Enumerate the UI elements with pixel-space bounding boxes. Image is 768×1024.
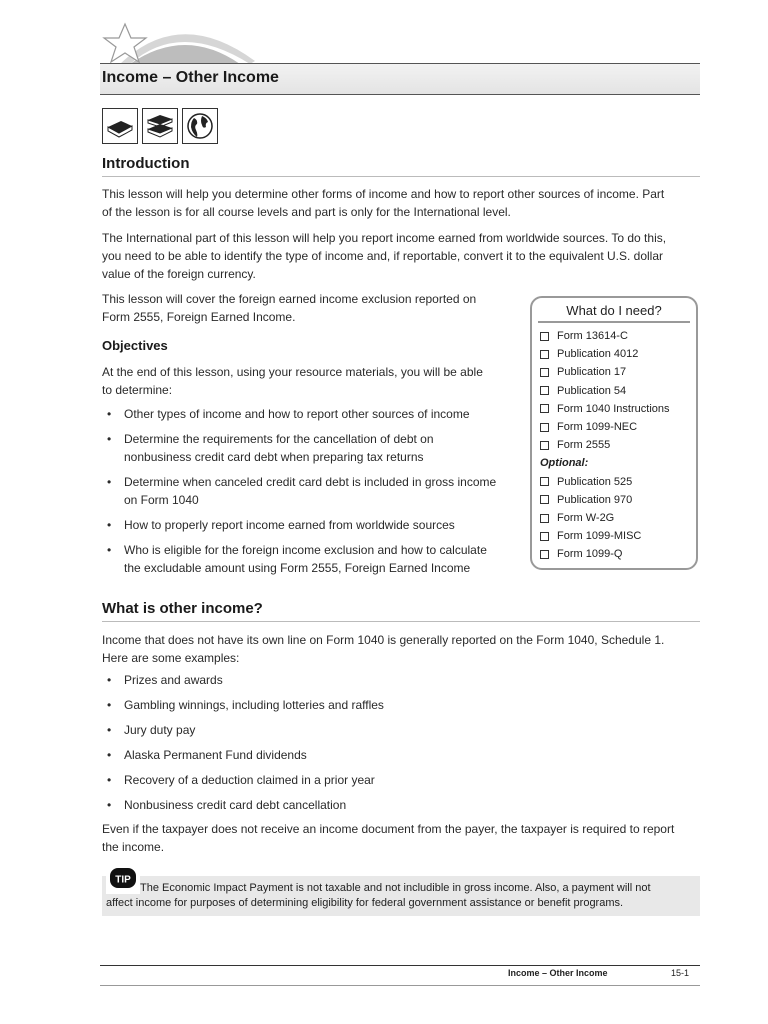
list-item: • Other types of income and how to report other sources of income [102, 405, 522, 423]
intro-paragraph-2: The International part of this lesson will help you report income earned from worldwide sources. To do this, you need to be able to identify the type of income and, if reportable, convert it to the equivalent U.S. dollar value of the foreign currency. [102, 231, 667, 281]
page-title: Income – Other Income [102, 69, 279, 86]
checkbox-icon [540, 550, 549, 559]
checkbox-icon [540, 477, 549, 486]
other-income-heading: What is other income? [102, 600, 700, 622]
list-item: Publication 4012 [540, 345, 696, 363]
checkbox-icon [540, 495, 549, 504]
globe-icon [182, 108, 218, 144]
course-level-icons [102, 108, 218, 144]
list-item: Form 1040 Instructions [540, 400, 696, 418]
checkbox-icon [540, 532, 549, 541]
list-item: • Prizes and awards [102, 671, 662, 689]
other-income-list [102, 671, 662, 821]
list-item: Form 1099-MISC [540, 527, 696, 545]
checkbox-icon [540, 386, 549, 395]
footer-rule-bottom [100, 985, 700, 986]
page-number: 15-1 [671, 968, 690, 978]
what-do-i-need-title: What do I need? [566, 303, 662, 318]
tip-text: The Economic Impact Payment is not taxable and not includible in gross income. Also, a payment will not affect income for purposes of determining eligibility for federal government assistance or benefit programs. [106, 882, 651, 909]
list-item: Publication 17 [540, 363, 696, 381]
checkbox-icon [540, 350, 549, 359]
resource-list [532, 327, 696, 564]
objectives-intro: At the end of this lesson, using your resource materials, you will be able to determine: [102, 365, 483, 397]
list-item: • Who is eligible for the foreign income exclusion and how to calculate the excludable amount using Form 2555, Foreign Earned Income [102, 541, 522, 577]
book-icon [102, 108, 138, 144]
list-item: Form W-2G [540, 509, 696, 527]
footer-rule [100, 965, 700, 966]
checkbox-icon [540, 514, 549, 523]
list-item: Publication 54 [540, 382, 696, 400]
checkbox-icon [540, 368, 549, 377]
introduction-heading: Introduction [102, 155, 700, 177]
intro-paragraph-1: This lesson will help you determine other forms of income and how to report other sources of income. Part of the lesson is for all course levels and part is only for the International level. [102, 187, 665, 219]
checkbox-icon [540, 404, 549, 413]
footer-title: Income – Other Income [508, 968, 608, 978]
list-item: • How to properly report income earned from worldwide sources [102, 516, 522, 534]
list-item: Form 13614-C [540, 327, 696, 345]
list-item: Form 2555 [540, 436, 696, 454]
list-item: • Alaska Permanent Fund dividends [102, 746, 662, 764]
optional-label: Optional: [540, 457, 589, 470]
intro-paragraph-3: This lesson will cover the foreign earned income exclusion reported on Form 2555, Foreign Earned Income. [102, 292, 477, 324]
objectives-heading: Objectives [102, 338, 168, 353]
star-logo [100, 16, 260, 66]
list-item: • Nonbusiness credit card debt cancellation [102, 796, 662, 814]
divider [538, 321, 690, 323]
list-item: • Recovery of a deduction claimed in a prior year [102, 771, 662, 789]
list-item: • Determine the requirements for the cancellation of debt on nonbusiness credit card debt when preparing tax returns [102, 430, 522, 466]
list-item: • Determine when canceled credit card debt is included in gross income on Form 1040 [102, 473, 522, 509]
other-income-closing: Even if the taxpayer does not receive an income document from the payer, the taxpayer is required to report the income. [102, 822, 675, 854]
tip-badge-label: TIP [115, 874, 131, 886]
list-item: • Gambling winnings, including lotteries and raffles [102, 696, 662, 714]
checkbox-icon [540, 423, 549, 432]
list-item: Publication 970 [540, 491, 696, 509]
list-item: • Jury duty pay [102, 721, 662, 739]
objectives-list [102, 405, 522, 584]
title-band [100, 63, 700, 95]
list-item: Publication 525 [540, 473, 696, 491]
checkbox-icon [540, 332, 549, 341]
checkbox-icon [540, 441, 549, 450]
other-income-intro: Income that does not have its own line on Form 1040 is generally reported on the Form 1040, Schedule 1. Here are some examples: [102, 633, 665, 665]
stacked-books-icon [142, 108, 178, 144]
list-item: Form 1099-NEC [540, 418, 696, 436]
list-item: Form 1099-Q [540, 545, 696, 563]
what-do-i-need-box [530, 296, 698, 570]
